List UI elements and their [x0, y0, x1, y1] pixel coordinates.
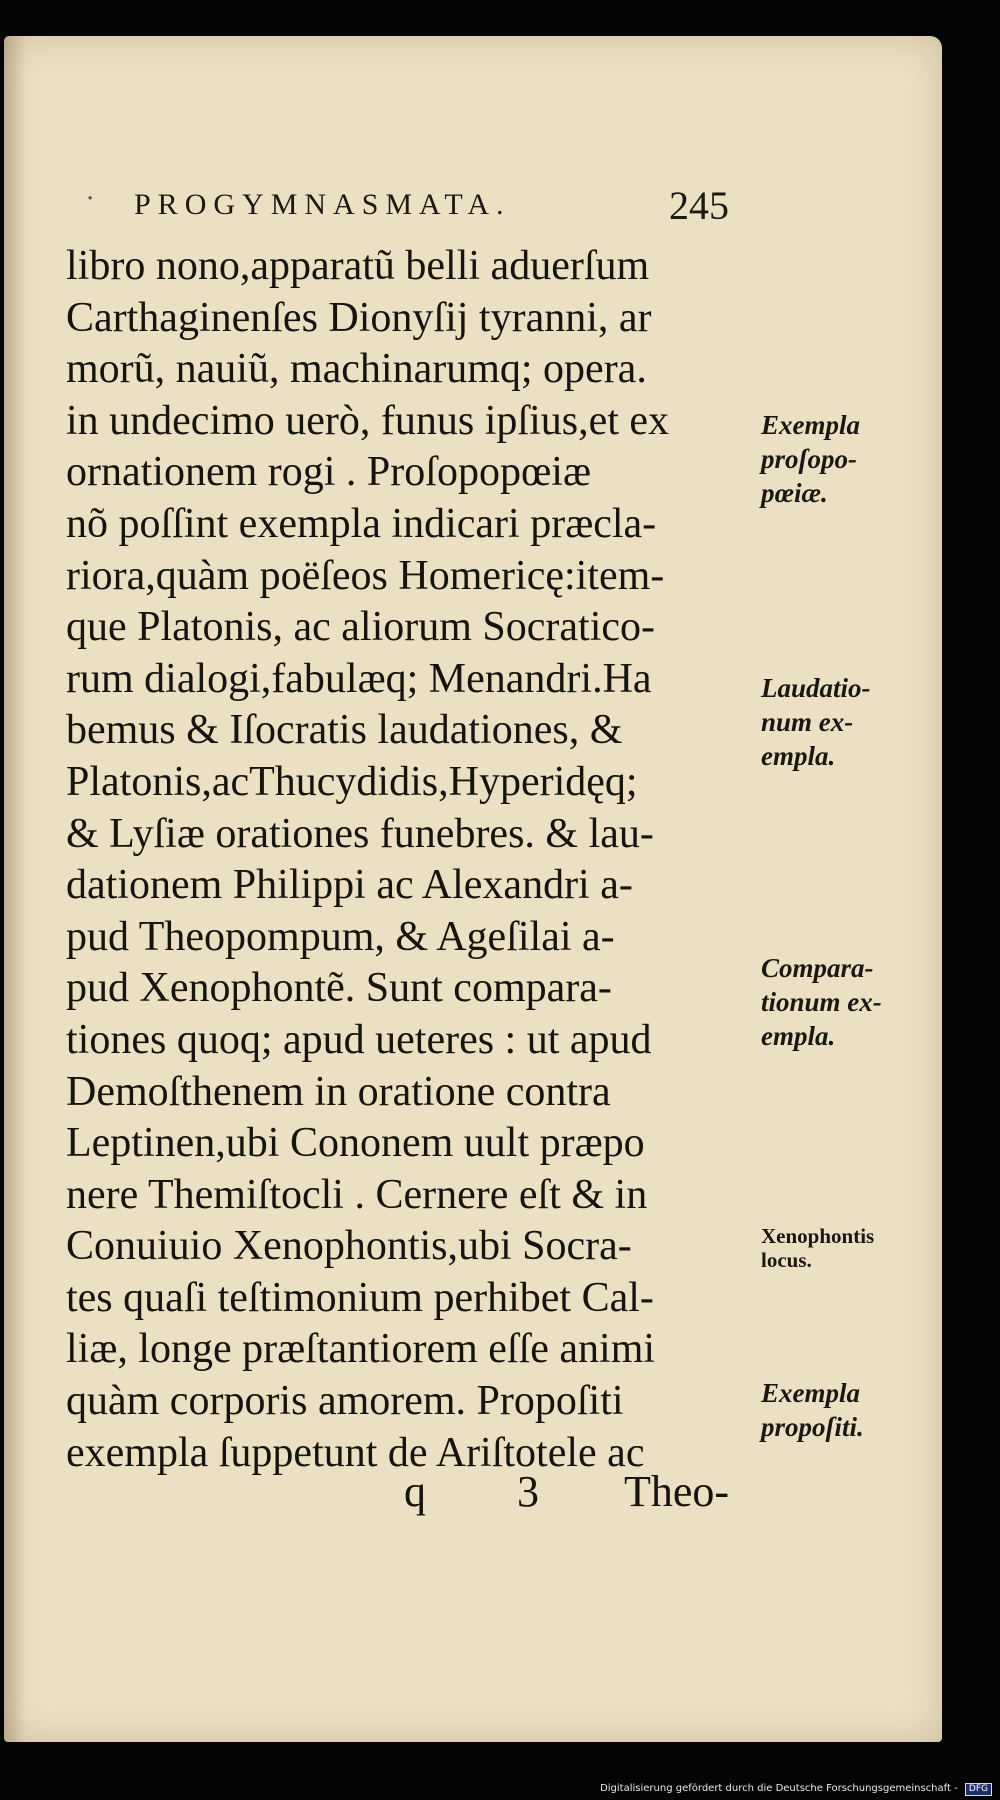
- margin-note-laudationes: [761, 671, 871, 773]
- text-line: liæ, longe præſtantiorem eſſe animi: [66, 1326, 656, 1373]
- text-line: Leptinen,ubi Cononem uult præpo: [66, 1120, 645, 1167]
- margin-note-line: Compara-: [761, 953, 874, 983]
- text-line: riora,quàm poëſeos Homericę:item-: [66, 552, 665, 599]
- dfg-logo: DFG: [965, 1783, 992, 1796]
- margin-note-line: empla.: [761, 741, 836, 771]
- margin-note-prosopopoeia: [761, 408, 860, 510]
- text-line: libro nono,apparatũ belli aduerſum: [66, 243, 650, 289]
- text-line: exempla ſuppetunt de Ariſtotele ac: [66, 1429, 645, 1476]
- text-line: & Lyſiæ orationes funebres. & lau-: [66, 810, 654, 857]
- main-text-block: [66, 241, 756, 1479]
- credit-text: Digitalisierung gefördert durch die Deutsche Forschungsgemeinschaft -: [600, 1783, 958, 1794]
- margin-note-line: locus.: [761, 1248, 812, 1272]
- text-line: nere Themiſtocli . Cernere eſt & in: [66, 1171, 648, 1218]
- catchword: Theo-: [624, 1467, 730, 1516]
- text-line: Platonis,acThucydidis,Hyperidęq;: [66, 758, 638, 805]
- margin-note-propositi: [761, 1376, 864, 1444]
- text-line: Carthaginenſes Dionyſij tyranni, ar: [66, 294, 652, 341]
- text-line: ornationem rogi . Proſopopœiæ: [66, 449, 591, 496]
- text-line: in undecimo uerò, funus ipſius,et ex: [66, 397, 670, 444]
- margin-note-line: Exempla: [761, 1378, 860, 1408]
- margin-note-comparationes: [761, 951, 882, 1053]
- signature-mark: q 3: [404, 1467, 579, 1516]
- text-line: pud Xenophontẽ. Sunt compara-: [66, 965, 612, 1012]
- margin-note-line: Exempla: [761, 410, 860, 440]
- margin-note-line: propoſiti.: [761, 1412, 864, 1442]
- book-page: [4, 36, 942, 1742]
- text-line: bemus & Iſocratis laudationes, &: [66, 707, 623, 754]
- margin-note-line: Laudatio-: [761, 673, 871, 703]
- text-line: pud Theopompum, & Ageſilai a-: [66, 913, 615, 960]
- digitization-credit: [600, 1783, 992, 1796]
- text-line: tiones quoq; apud ueteres : ut apud: [66, 1016, 652, 1063]
- page-foot: [4, 1466, 942, 1526]
- text-line: tes quaſi teſtimonium perhibet Cal-: [66, 1274, 654, 1321]
- margin-note-line: tionum ex-: [761, 987, 882, 1017]
- text-line: nõ poſſint exempla indicari præcla-: [66, 500, 657, 547]
- margin-note-line: Xenophontis: [761, 1224, 875, 1248]
- text-line: Conuiuio Xenophontis,ubi Socra-: [66, 1223, 632, 1270]
- margin-note-line: proſopo-: [761, 444, 857, 474]
- text-line: quàm corporis amorem. Propoſiti: [66, 1378, 624, 1425]
- margin-note-xenophontis: [761, 1224, 874, 1272]
- text-line: morũ, nauiũ, machinarumq; opera.: [66, 346, 647, 393]
- text-line: rum dialogi,fabulæq; Menandri.Ha: [66, 655, 652, 702]
- text-line: Demoſthenem in oratione contra: [66, 1068, 611, 1115]
- margin-note-line: pœiæ.: [761, 478, 828, 508]
- page-header: [64, 182, 764, 228]
- page-number: 245: [669, 183, 729, 228]
- running-head: PROGYMNASMATA.: [134, 188, 511, 221]
- header-mark: ·: [86, 184, 95, 214]
- text-line: dationem Philippi ac Alexandri a-: [66, 862, 633, 909]
- margin-note-line: num ex-: [761, 707, 854, 737]
- text-line: que Platonis, ac aliorum Socratico-: [66, 604, 656, 651]
- margin-note-line: empla.: [761, 1021, 836, 1051]
